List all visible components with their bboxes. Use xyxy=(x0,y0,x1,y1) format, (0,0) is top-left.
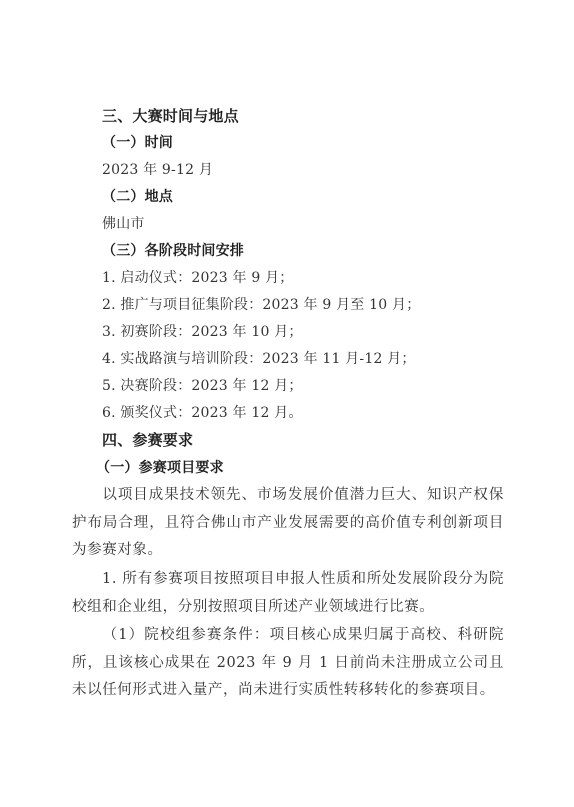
schedule-item: 1. 启动仪式：2023 年 9 月； xyxy=(102,270,294,286)
requirements-intro-text: 以项目成果技术领先、市场发展价值潜力巨大、知识产权保护布局合理，且符合佛山市产业发展需要的高价值专利创新项目为参赛对象。 xyxy=(72,487,504,558)
place-label: （二）地点 xyxy=(102,189,173,205)
schedule-item: 6. 颁奖仪式：2023 年 12 月。 xyxy=(102,405,303,421)
time-value: 2023 年 9-12 月 xyxy=(102,162,214,178)
requirement-point-1-text: 1. 所有参赛项目按照项目申报人性质和所处发展阶段分为院校组和企业组，分别按照项目所述产业领域进行比赛。 xyxy=(72,571,504,615)
schedule-item: 5. 决赛阶段：2023 年 12 月； xyxy=(102,378,303,394)
schedule-label: （三）各阶段时间安排 xyxy=(102,243,244,259)
schedule-item: 4. 实战路演与培训阶段：2023 年 11 月-12 月； xyxy=(102,351,416,367)
project-requirements-label: （一）参赛项目要求 xyxy=(96,460,224,476)
requirement-point-1-sub-text: （1）院校组参赛条件：项目核心成果归属于高校、科研院所，且该核心成果在 2023 年 9 月 1 日前尚未注册成立公司且未以任何形式进入量产，尚未进行实质性转移转化的参赛项目。 xyxy=(72,627,504,698)
section-3-title: 三、大赛时间与地点 xyxy=(102,107,239,125)
requirements-intro xyxy=(72,482,504,565)
place-value: 佛山市 xyxy=(102,216,145,232)
schedule-item: 3. 初赛阶段：2023 年 10 月； xyxy=(102,324,303,340)
time-label: （一）时间 xyxy=(102,135,173,151)
requirement-point-1 xyxy=(72,566,504,621)
requirement-point-1-sub xyxy=(72,622,504,705)
schedule-item: 2. 推广与项目征集阶段：2023 年 9 月至 10 月； xyxy=(102,297,421,313)
section-4-title: 四、参赛要求 xyxy=(102,431,194,449)
